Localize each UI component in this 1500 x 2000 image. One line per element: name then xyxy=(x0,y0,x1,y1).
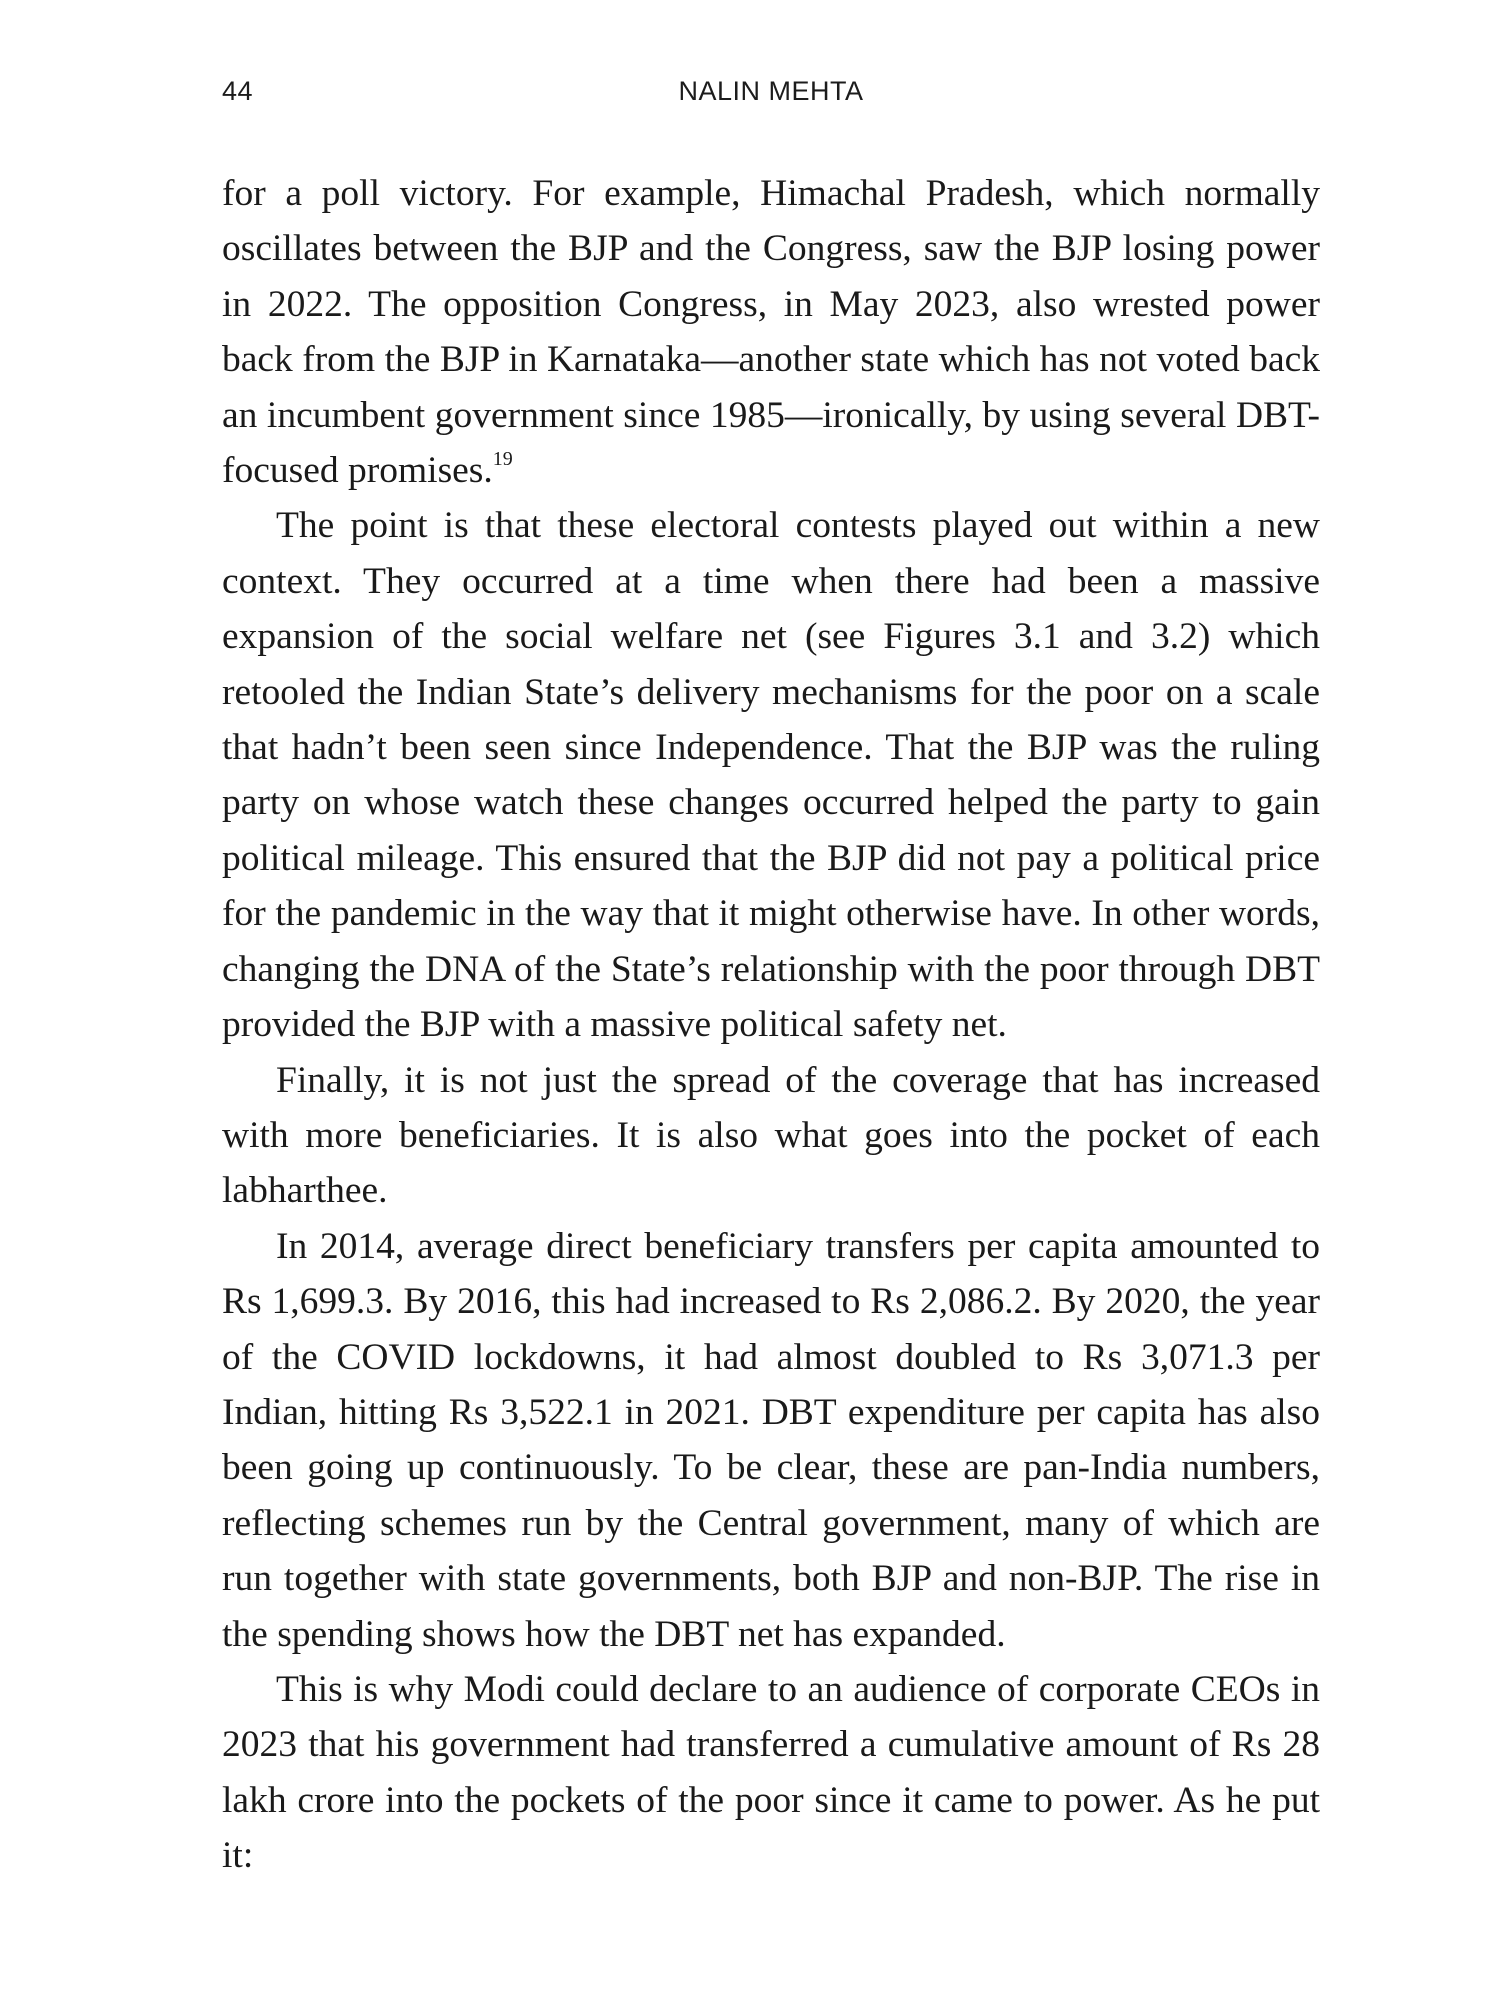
running-head-author: NALIN MEHTA xyxy=(678,76,864,106)
paragraph: Finally, it is not just the spread of the coverage that has increased with more beneficiaries. It is also what goes into the pocket of each labharthee. xyxy=(222,1059,1320,1212)
running-head xyxy=(222,76,1320,116)
page-number: 44 xyxy=(222,76,254,106)
paragraph xyxy=(222,166,1320,498)
footnote-reference: 19 xyxy=(492,447,513,470)
paragraph: This is why Modi could declare to an audience of corporate CEOs in 2023 that his government had transferred a cumulative amount of Rs 28 lakh crore into the pockets of the poor since it came to power. As he put it: xyxy=(222,1668,1320,1877)
paragraph-text: for a poll victory. For example, Himachal Pradesh, which normally oscillates between the BJP and the Congress, saw the BJP losing power in 2022. The opposition Congress, in May 2023, also wrested power back from the BJP in Karnataka—another state which has not voted back an incumbent government since 1985—ironically, by using several DBT-focused promises. xyxy=(222,173,1320,492)
paragraph: The point is that these electoral contests played out within a new context. They occurred at a time when there had been a massive expansion of the social welfare net (see Figures 3.1 and 3.2) which retooled the Indian State’s delivery mechanisms for the poor on a scale that hadn’t been seen since Independence. That the BJP was the ruling party on whose watch these changes occurred helped the party to gain political mileage. This ensured that the BJP did not pay a political price for the pandemic in the way that it might otherwise have. In other words, changing the DNA of the State’s relationship with the poor through DBT provided the BJP with a massive political safety net. xyxy=(222,505,1320,1046)
paragraph: In 2014, average direct beneficiary transfers per capita amounted to Rs 1,699.3. By 2016, this had increased to Rs 2,086.2. By 2020, the year of the COVID lockdowns, it had almost doubled to Rs 3,071.3 per Indian, hitting Rs 3,522.1 in 2021. DBT expenditure per capita has also been going up continuously. To be clear, these are pan-India numbers, reflecting schemes run by the Central government, many of which are run together with state governments, both BJP and non-BJP. The rise in the spending shows how the DBT net has expanded. xyxy=(222,1225,1320,1655)
body-text xyxy=(222,166,1320,1884)
